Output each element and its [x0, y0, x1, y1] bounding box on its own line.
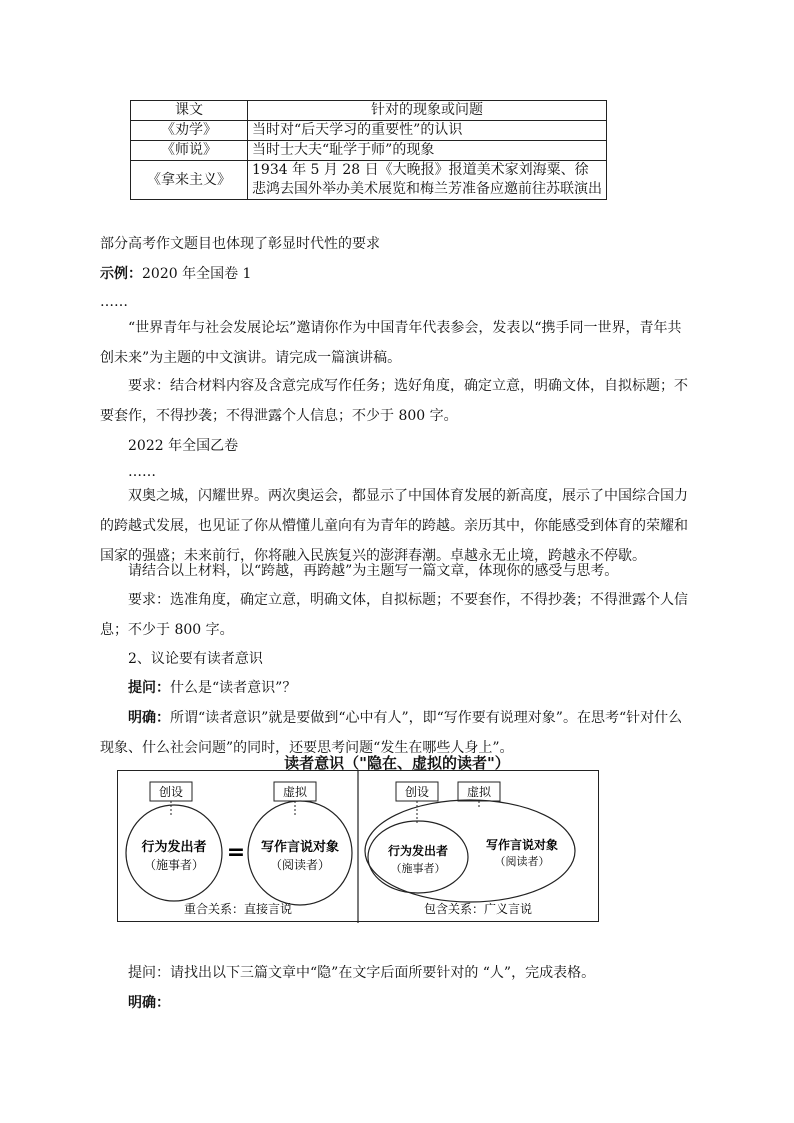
left-caption: 重合关系：直接言说	[183, 902, 293, 916]
table-row	[131, 121, 607, 141]
tag-create: 创设	[158, 785, 184, 799]
table-cell-text: 《劝学》	[131, 121, 248, 141]
diagram-svg	[118, 771, 600, 923]
question-line	[100, 673, 694, 703]
answer-label: 明确：	[128, 995, 170, 1011]
example-label: 示例：	[100, 266, 142, 282]
paragraph: 要求：结合材料内容及含意完成写作任务；选好角度，确定立意，明确文体，自拟标题；不要套作，不得抄袭；不得泄露个人信息；不少于 800 字。	[100, 378, 688, 424]
example-line	[100, 259, 694, 289]
equals-sign: =	[226, 840, 246, 865]
inner-label: 行为发出者	[387, 844, 449, 858]
section-heading: 2、议论要有读者意识	[128, 651, 263, 667]
question-label: 提问：	[128, 965, 170, 981]
tag-create: 创设	[404, 785, 430, 799]
table-cell-issue: 当时对“后天学习的重要性”的认识	[248, 121, 607, 141]
example-value: 2020 年全国卷 1	[142, 266, 252, 282]
outer-label: 写作言说对象	[485, 838, 559, 852]
table-cell-issue: 1934 年 5 月 28 日《大晚报》报道美术家刘海粟、徐悲鸿去国外举办美术展览和梅兰芳准备应邀前往苏联演出	[248, 161, 607, 200]
question-text: 什么是“读者意识”？	[170, 680, 297, 696]
table-row	[131, 161, 607, 200]
tag-virtual: 虚拟	[466, 785, 492, 799]
table-row	[131, 141, 607, 161]
question-label: 提问：	[128, 680, 170, 696]
answer-line	[100, 988, 694, 1018]
ellipsis: ……	[128, 464, 156, 480]
table-cell-text: 《拿来主义》	[131, 161, 248, 200]
question-line	[100, 958, 694, 988]
reader-awareness-diagram	[117, 770, 599, 922]
answer-text: 所谓“读者意识”就是要做到“心中有人”，即“写作要有说理对象”。在思考“针对什么现象、什么社会问题”的同时，还要思考问题“发生在哪些人身上”。	[100, 710, 683, 756]
paragraph: 请结合以上材料，以“跨越，再跨越”为主题写一篇文章，体现你的感受与思考。	[128, 563, 619, 579]
paragraph: 要求：选准角度，确定立意，明确文体，自拟标题；不要套作，不得抄袭；不得泄露个人信息；不少于 800 字。	[100, 592, 688, 638]
outer-sublabel: （阅读者）	[494, 855, 550, 868]
actor-label: 行为发出者	[141, 840, 207, 855]
tag-virtual: 虚拟	[282, 785, 308, 799]
lesson-table	[130, 100, 607, 200]
table-cell-issue: 当时士大夫“耻学于师”的现象	[248, 141, 607, 161]
paragraph: 部分高考作文题目也体现了彰显时代性的要求	[100, 236, 380, 252]
paragraph: “世界青年与社会发展论坛”邀请你作为中国青年代表参会，发表以“携手同一世界，青年共创未来”为主题的中文演讲。请完成一篇演讲稿。	[100, 320, 682, 366]
table-header-cell: 课文	[131, 101, 248, 121]
table-header-row	[131, 101, 607, 121]
table-cell-text: 《师说》	[131, 141, 248, 161]
ellipsis: ……	[100, 294, 128, 310]
audience-sublabel: （阅读者）	[269, 858, 331, 872]
table-header-cell: 针对的现象或问题	[248, 101, 607, 121]
right-caption: 包含关系：广义言说	[423, 902, 533, 916]
audience-label: 写作言说对象	[260, 840, 340, 855]
paragraph: 双奥之城，闪耀世界。两次奥运会，都显示了中国体育发展的新高度，展示了中国综合国力的跨越式发展，也见证了你从懵懂儿童向有为青年的跨越。亲历其中，你能感受到体育的荣耀和国家的强盛；未来前行，你将融入民族复兴的澎湃春潮。卓越永无止境，跨越永不停歇。	[100, 488, 688, 564]
answer-label: 明确：	[128, 710, 170, 726]
actor-sublabel: （施事者）	[143, 858, 205, 872]
question-text: 请找出以下三篇文章中“隐”在文字后面所要针对的 “人”，完成表格。	[170, 965, 596, 981]
diagram-title: 读者意识（"隐在、虚拟的读者"）	[284, 754, 510, 772]
inner-sublabel: （施事者）	[390, 862, 446, 875]
paragraph: 2022 年全国乙卷	[128, 438, 239, 454]
